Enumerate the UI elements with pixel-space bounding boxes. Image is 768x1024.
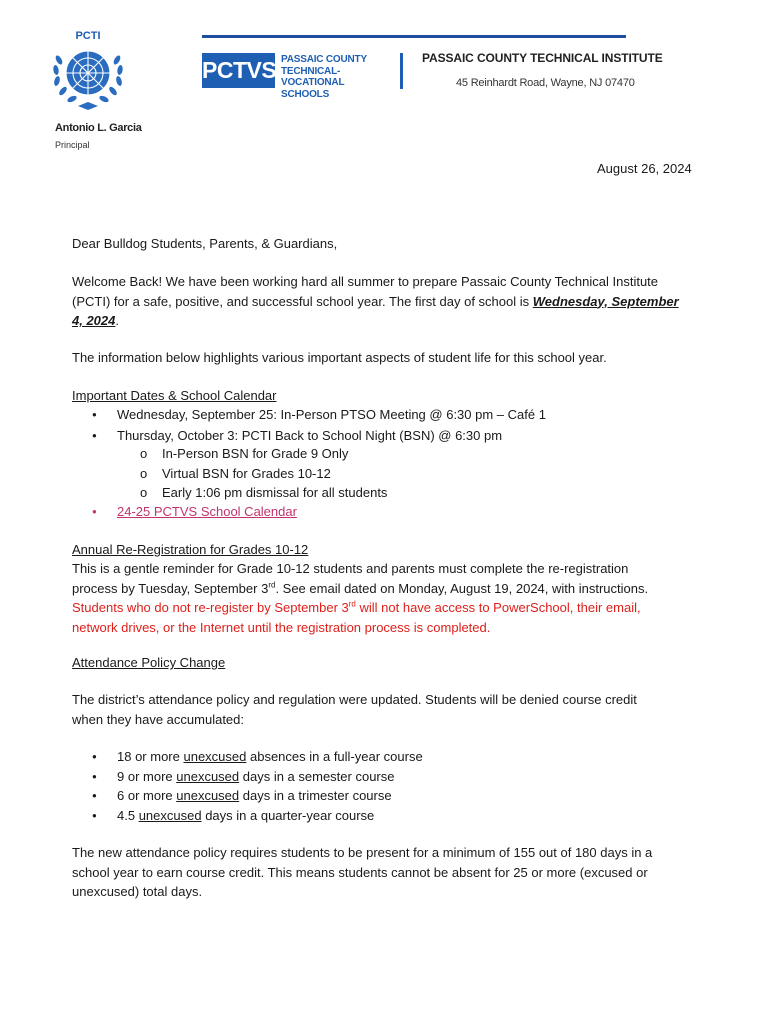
- pctvs-line-2: TECHNICAL-VOCATIONAL: [281, 65, 345, 88]
- bullet-icon: ●: [92, 410, 97, 419]
- item-text: 18 or more: [117, 749, 184, 764]
- institute-address: 45 Reinhardt Road, Wayne, NJ 07470: [456, 77, 635, 89]
- intro-paragraph: [72, 272, 696, 331]
- pcti-logo: [48, 28, 128, 112]
- intro-line-1: Welcome Back! We have been working hard all summer to prepare Passaic County Technical Institute: [72, 274, 659, 289]
- list-item-text: Thursday, October 3: PCTI Back to School Night (BSN) @ 6:30 pm: [117, 427, 503, 443]
- item-text: 6 or more: [117, 788, 177, 803]
- item-text: days in a trimester course: [239, 788, 392, 803]
- attendance-paragraph: [72, 690, 696, 729]
- item-text: 9 or more: [117, 768, 177, 784]
- letterhead-rule: [202, 35, 626, 38]
- list-item: [72, 426, 692, 446]
- intro-period: .: [115, 313, 119, 328]
- dates-list: [72, 405, 692, 445]
- attendance-line-2: when they have accumulated:: [72, 711, 244, 727]
- ordinal-suffix: rd: [268, 580, 276, 590]
- first-day-date-cont: 4, 2024: [72, 313, 116, 328]
- bullet-icon: ●: [92, 771, 97, 781]
- sub-item-text: Virtual BSN for Grades 10-12: [162, 465, 331, 481]
- institute-name: PASSAIC COUNTY TECHNICAL INSTITUTE: [422, 51, 663, 65]
- principal-name: Antonio L. Garcia: [55, 122, 142, 134]
- principal-title: Principal: [55, 140, 90, 150]
- bullet-icon: ●: [92, 810, 97, 820]
- unexcused-emphasis: unexcused: [176, 788, 240, 803]
- pctvs-line-1: PASSAIC COUNTY: [281, 54, 367, 65]
- registration-line-2: [72, 579, 696, 599]
- globe-wreath-icon: [48, 28, 128, 112]
- first-day-date: Wednesday, September: [532, 293, 679, 309]
- unexcused-emphasis: unexcused: [183, 749, 247, 764]
- unexcused-emphasis: unexcused: [138, 807, 202, 823]
- absence-limits-list: [72, 747, 692, 825]
- bullet-icon: ●: [92, 752, 97, 761]
- registration-warning-1: [72, 598, 696, 618]
- bullet-icon: ●: [92, 430, 97, 440]
- reg-text: . See email dated on Monday, August 19, 2024, with instructions.: [275, 580, 649, 596]
- list-item: [72, 806, 692, 826]
- sub-list-item: [72, 444, 387, 464]
- sub-list-item: [72, 483, 387, 503]
- closing-line-2: school year to earn course credit. This means students cannot be absent for 25 or more (excused or: [72, 864, 648, 880]
- intro-line-2: [72, 292, 696, 312]
- circle-bullet-icon: o: [140, 465, 148, 481]
- info-paragraph: The information below highlights various important aspects of student life for this school year.: [72, 350, 607, 365]
- intro-text: (PCTI) for a safe, positive, and successful school year. The first day of school is: [72, 293, 533, 309]
- pctvs-line-3: SCHOOLS: [281, 88, 330, 100]
- circle-bullet-icon: o: [140, 485, 148, 500]
- bullet-icon: ●: [92, 791, 97, 800]
- calendar-link[interactable]: 24-25 PCTVS School Calendar: [117, 504, 297, 519]
- list-item: [72, 767, 692, 787]
- list-item: [72, 786, 692, 806]
- bullet-icon: ●: [92, 507, 97, 516]
- attendance-heading: Attendance Policy Change: [72, 655, 226, 670]
- attendance-closing-paragraph: [72, 843, 696, 902]
- unexcused-emphasis: unexcused: [176, 768, 240, 784]
- list-item: [72, 502, 692, 522]
- pctvs-wordmark: PCTVS: [202, 53, 275, 88]
- reg-text: process by Tuesday, September 3: [72, 580, 269, 596]
- closing-line-3: unexcused) total days.: [72, 884, 203, 899]
- dates-heading: Important Dates & School Calendar: [72, 388, 277, 403]
- circle-bullet-icon: o: [140, 446, 148, 461]
- bsn-sublist: [72, 444, 387, 503]
- letter-greeting: Dear Bulldog Students, Parents, & Guardians,: [72, 236, 338, 251]
- ordinal-suffix: rd: [348, 599, 356, 609]
- list-item-text: Wednesday, September 25: In-Person PTSO Meeting @ 6:30 pm – Café 1: [117, 407, 546, 422]
- registration-paragraph: [72, 559, 696, 637]
- pctvs-fullname: [281, 54, 397, 100]
- sub-item-text: Early 1:06 pm dismissal for all students: [162, 485, 388, 500]
- intro-line-3: [72, 311, 696, 331]
- warning-text: Students who do not re-register by September 3: [72, 600, 349, 615]
- closing-line-1: The new attendance policy requires students to be present for a minimum of 155 out of 180 days in a: [72, 845, 653, 860]
- item-text: days in a quarter-year course: [201, 807, 375, 823]
- list-item: [72, 747, 692, 767]
- list-item: [72, 405, 692, 425]
- letterhead-divider: [400, 53, 403, 89]
- item-text: absences in a full-year course: [246, 749, 423, 764]
- logo-text: PCTI: [75, 30, 101, 42]
- item-text: days in a semester course: [239, 768, 395, 784]
- letter-date: August 26, 2024: [597, 161, 692, 176]
- sub-list-item: [72, 464, 387, 484]
- warning-text: will not have access to PowerSchool, their email,: [355, 600, 641, 615]
- item-text: 4.5: [117, 807, 139, 823]
- registration-line-1: This is a gentle reminder for Grade 10-12 students and parents must complete the re-registration: [72, 561, 629, 576]
- attendance-line-1: The district’s attendance policy and regulation were updated. Students will be denied course credit: [72, 692, 637, 707]
- sub-item-text: In-Person BSN for Grade 9 Only: [162, 446, 349, 461]
- registration-warning-2: network drives, or the Internet until the registration process is completed.: [72, 619, 491, 635]
- registration-heading: Annual Re-Registration for Grades 10-12: [72, 542, 309, 557]
- calendar-item: [72, 502, 692, 522]
